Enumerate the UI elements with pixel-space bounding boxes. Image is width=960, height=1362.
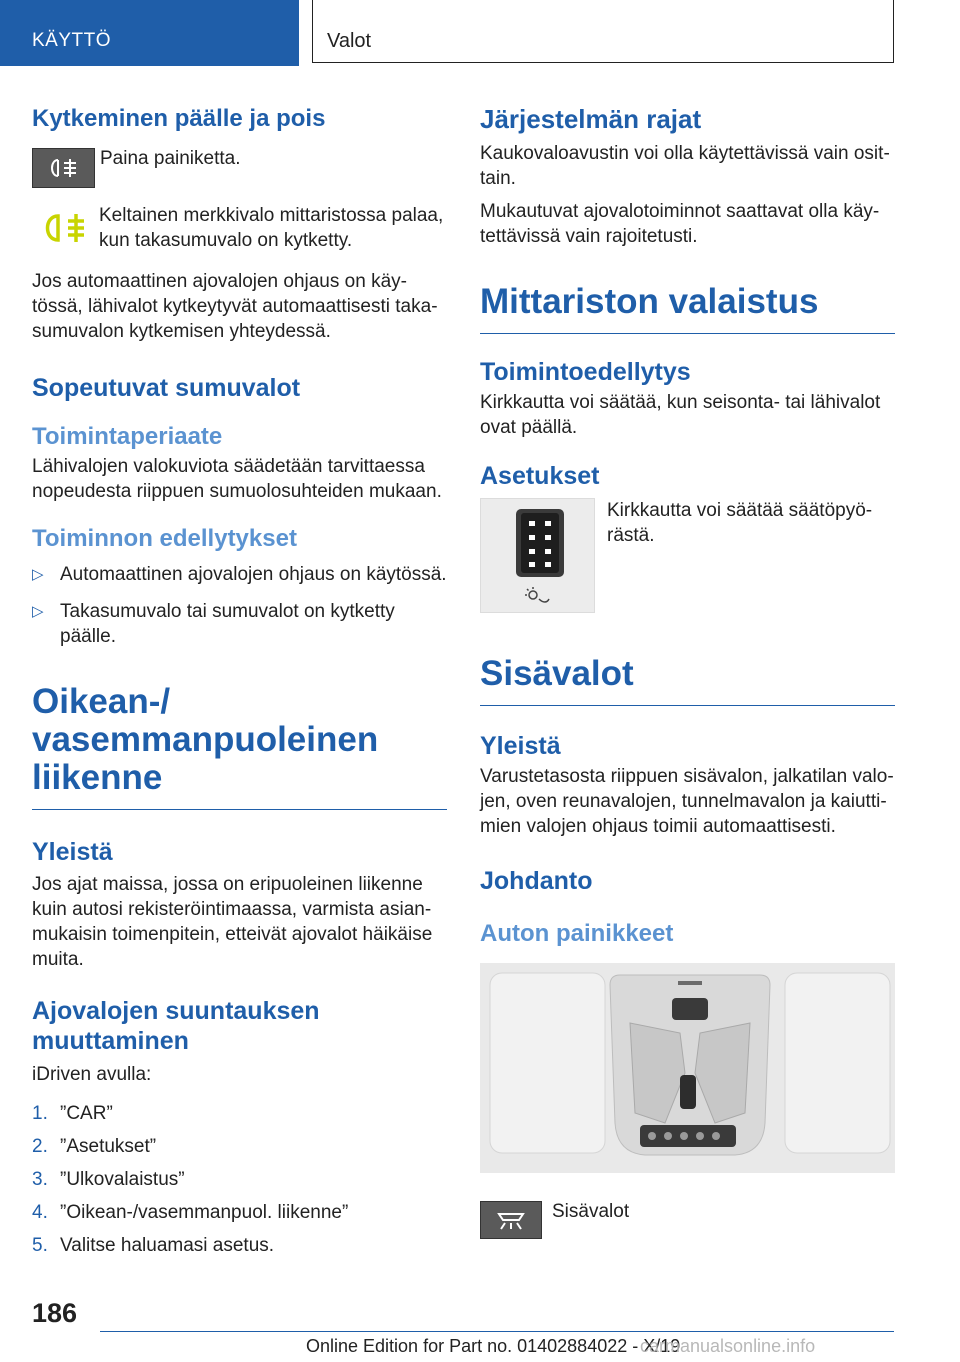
heading-adaptive: Sopeutuvat sumuvalot [32,374,301,402]
principle-text: Lähivalojen valokuviota säädetään tarvittaessa nopeudesta riippuen sumuolosuhteiden mukaan. [32,456,442,502]
list-item: 2. ”Asetukset” [32,1136,157,1157]
idrive-text: iDriven avulla: [32,1064,152,1085]
brightness-wheel-icon [480,498,595,613]
limits-text-2: Mukautuvat ajovalotoiminnot saattavat olla käytettävissä vain rajoitetusti. [480,201,880,247]
heading-interior: Sisävalot [480,655,895,706]
heading-intro: Johdanto [480,867,593,895]
page-header [0,0,960,66]
watermark: carmanualsonline.info [640,1336,816,1356]
switch-text: Paina painiketta. [100,148,241,169]
chapter-label: Valot [327,30,372,52]
footer-divider [100,1331,894,1332]
list-item: ▷ Automaattinen ajovalojen ohjaus on käytössä. [32,564,447,585]
page-number: 186 [32,1298,78,1328]
cabin-buttons-figure [480,963,895,1173]
heading-traffic: Oikean-/ vasemmanpuoleinen liikenne [32,683,447,810]
indicator-text: Keltainen merkkivalo mittaristossa palaa, kun takasumuvalo on kytketty. [99,205,444,251]
auto-text: Jos automaattinen ajovalojen ohjaus on käytössä, lähivalot kytkeytyvät automaattisesti takasumuvalon kytkemisen yhteydessä. [32,271,438,342]
interior-light-icon [480,1201,542,1239]
switch-row [32,148,447,188]
list-item: 5. Valitse haluamasi asetus. [32,1235,275,1256]
list-item: 3. ”Ulkovalaistus” [32,1169,185,1190]
rear-fog-indicator-icon [32,203,95,253]
heading-condition: Toimintoedellytys [480,358,691,386]
section-tab [0,0,299,66]
list-item: ▷ Takasumuvalo tai sumuvalot on kytketty päälle. [32,601,395,647]
indicator-row [32,203,447,253]
right-column [480,96,895,1239]
rear-fog-light-icon [32,148,95,188]
heading-principle: Toimintaperiaate [32,423,223,450]
list-item: 4. ”Oikean-/vasemmanpuol. liikenne” [32,1202,349,1223]
requirements-list [32,562,447,649]
settings-row [480,498,895,613]
limits-text-1: Kaukovaloavustin voi olla käytettävissä vain osittain. [480,143,890,189]
heading-requirements: Toiminnon edellytykset [32,525,297,552]
heading-settings: Asetukset [480,462,600,490]
section-label: KÄYTTÖ [32,30,112,51]
chapter-box [312,0,894,63]
heading-change: Ajovalojen suuntauksen muuttaminen [32,997,320,1055]
general-text-left: Jos ajat maissa, jossa on eripuoleinen liikenne kuin autosi rekisteröintimaassa, varmista asianmukaisin toimenpitein, etteivät ajovalot häikäise muita. [32,874,433,970]
heading-buttons: Auton painikkeet [480,920,674,947]
interior-light-row [480,1201,895,1239]
interior-label: Sisävalot [552,1201,630,1222]
edition-text: Online Edition for Part no. 01402884022 - X/19 [306,1336,681,1356]
heading-instrument: Mittariston valaistus [480,283,895,334]
heading-switch: Kytkeminen päälle ja pois [32,105,326,132]
left-column [32,96,447,1266]
heading-limits: Järjestelmän rajat [480,104,702,134]
settings-text: Kirkkautta voi säätää säätöpyörästä. [607,500,873,546]
heading-general-left: Yleistä [32,838,113,866]
general-text-right: Varustetasosta riippuen sisävalon, jalkatilan valojen, oven reunavalojen, tunnelmavalon ja kaiuttimien valojen ohjaus toimii automaattisesti. [480,766,894,837]
steps-list [32,1101,447,1258]
condition-text: Kirkkautta voi säätää, kun seisonta- tai lähivalot ovat päällä. [480,392,881,438]
heading-general-right: Yleistä [480,732,561,760]
list-item: 1. ”CAR” [32,1103,113,1124]
